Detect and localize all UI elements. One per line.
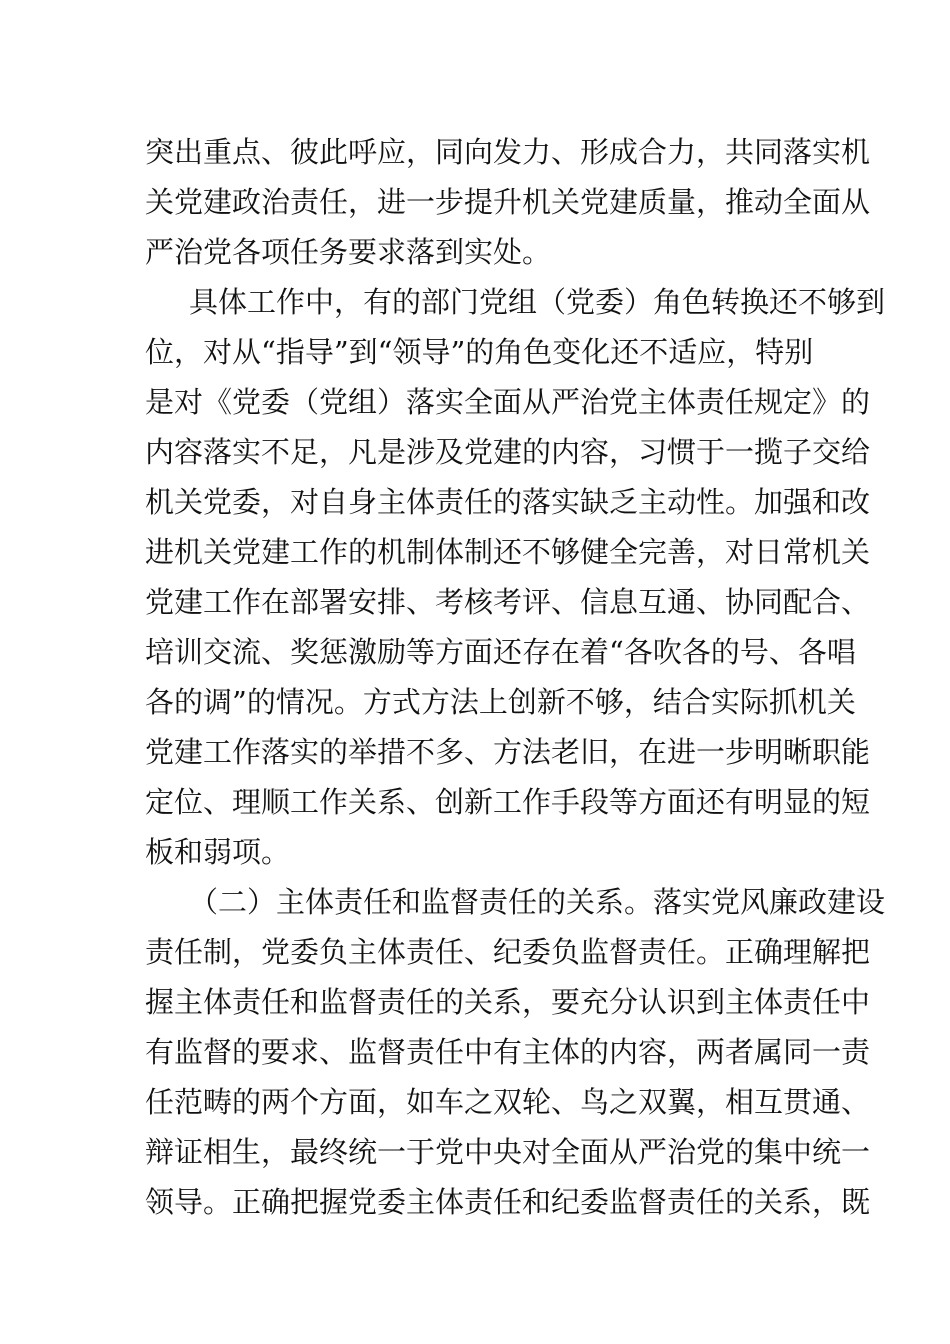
- section-heading-line: （二）主体责任和监督责任的关系。落实党风廉政建设: [189, 885, 886, 919]
- text-line: 位，对从“指导”到“领导”的角色变化还不适应，特别: [145, 335, 814, 369]
- text-line: 是对《党委（党组）落实全面从严治党主体责任规定》的: [145, 385, 871, 419]
- text-line: 责任制，党委负主体责任、纪委负监督责任。正确理解把: [145, 935, 871, 969]
- text-line: 板和弱项。: [145, 835, 291, 869]
- text-line: 辩证相生，最终统一于党中央对全面从严治党的集中统一: [145, 1135, 871, 1169]
- text-line: 任范畴的两个方面，如车之双轮、鸟之双翼，相互贯通、: [145, 1085, 871, 1119]
- text-line: 具体工作中，有的部门党组（党委）角色转换还不够到: [189, 285, 886, 319]
- text-line: 领导。正确把握党委主体责任和纪委监督责任的关系，既: [145, 1185, 871, 1219]
- text-line: 严治党各项任务要求落到实处。: [145, 235, 552, 269]
- text-line: 党建工作在部署安排、考核考评、信息互通、协同配合、: [145, 585, 871, 619]
- text-line: 握主体责任和监督责任的关系，要充分认识到主体责任中: [145, 985, 871, 1019]
- text-line: 突出重点、彼此呼应，同向发力、形成合力，共同落实机: [145, 135, 871, 169]
- text-line: 关党建政治责任，进一步提升机关党建质量，推动全面从: [145, 185, 871, 219]
- text-line: 党建工作落实的举措不多、方法老旧，在进一步明晰职能: [145, 735, 871, 769]
- text-line: 内容落实不足，凡是涉及党建的内容，习惯于一揽子交给: [145, 435, 871, 469]
- text-line: 定位、理顺工作关系、创新工作手段等方面还有明显的短: [145, 785, 871, 819]
- text-line: 有监督的要求、监督责任中有主体的内容，两者属同一责: [145, 1035, 871, 1069]
- document-body: [145, 127, 886, 1227]
- text-line: 培训交流、奖惩激励等方面还存在着“各吹各的号、各唱: [145, 635, 856, 669]
- text-line: 机关党委，对自身主体责任的落实缺乏主动性。加强和改: [145, 485, 871, 519]
- text-line: 进机关党建工作的机制体制还不够健全完善，对日常机关: [145, 535, 871, 569]
- text-line: 各的调”的情况。方式方法上创新不够，结合实际抓机关: [145, 685, 856, 719]
